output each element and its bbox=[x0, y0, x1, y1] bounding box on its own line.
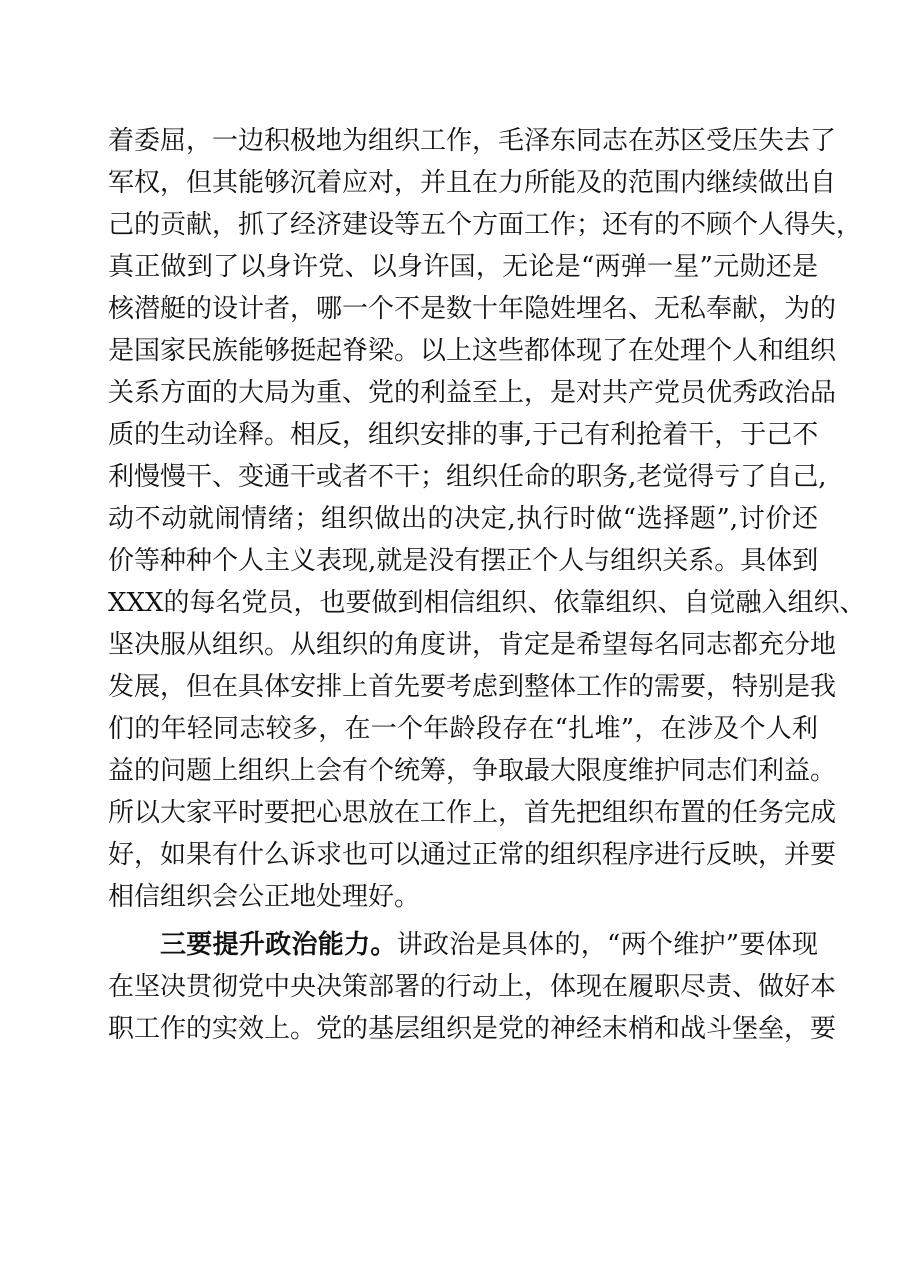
text-line: 坚决服从组织。从组织的角度讲，肯定是希望每名同志都充分地 bbox=[108, 630, 837, 660]
text-line: 好，如果有什么诉求也可以通过正常的组织程序进行反映，并要 bbox=[108, 840, 837, 870]
text-line: 核潜艇的设计者，哪一个不是数十年隐姓埋名、无私奉献，为的 bbox=[108, 294, 837, 324]
text-line: 们的年轻同志较多，在一个年龄段存在“扎堆”，在涉及个人利 bbox=[108, 714, 818, 744]
paragraph-first-line bbox=[160, 925, 818, 965]
text-line: 己的贡献，抓了经济建设等五个方面工作；还有的不顾个人得失， bbox=[108, 210, 863, 240]
text-run: 讲政治是具体的，“两个维护”要体现 bbox=[396, 930, 818, 960]
paragraph-heading: 三要提升政治能力。 bbox=[160, 930, 397, 960]
text-line: 在坚决贯彻党中央决策部署的行动上，体现在履职尽责、做好本 bbox=[108, 972, 837, 1002]
text-line: 发展，但在具体安排上首先要考虑到整体工作的需要，特别是我 bbox=[108, 672, 837, 702]
text-line: 利慢慢干、变通干或者不干；组织任命的职务,老觉得亏了自己, bbox=[108, 462, 827, 492]
text-line: 职工作的实效上。党的基层组织是党的神经末梢和战斗堡垒，要 bbox=[108, 1014, 837, 1044]
text-line: 是国家民族能够挺起脊梁。以上这些都体现了在处理个人和组织 bbox=[108, 336, 837, 366]
text-line: 价等种种个人主义表现,就是没有摆正个人与组织关系。具体到 bbox=[108, 546, 819, 576]
text-line: 益的问题上组织上会有个统筹，争取最大限度维护同志们利益。 bbox=[108, 756, 837, 786]
text-line: 真正做到了以身许党、以身许国，无论是“两弹一星”元勋还是 bbox=[108, 252, 818, 282]
text-line: XXX的每名党员，也要做到相信组织、依靠组织、自觉融入组织、 bbox=[108, 588, 866, 618]
text-line: 军权，但其能够沉着应对，并且在力所能及的范围内继续做出自 bbox=[108, 168, 837, 198]
text-line: 关系方面的大局为重、党的利益至上，是对共产党员优秀政治品 bbox=[108, 378, 837, 408]
text-line: 质的生动诠释。相反，组织安排的事,于己有利抢着干，于己不 bbox=[108, 420, 819, 450]
text-line: 相信组织会公正地处理好。 bbox=[108, 882, 421, 912]
text-line: 着委屈，一边积极地为组织工作，毛泽东同志在苏区受压失去了 bbox=[108, 126, 837, 156]
text-line: 所以大家平时要把心思放在工作上，首先把组织布置的任务完成 bbox=[108, 798, 837, 828]
text-line: 动不动就闹情绪；组织做出的决定,执行时做“选择题”,讨价还 bbox=[108, 504, 818, 534]
